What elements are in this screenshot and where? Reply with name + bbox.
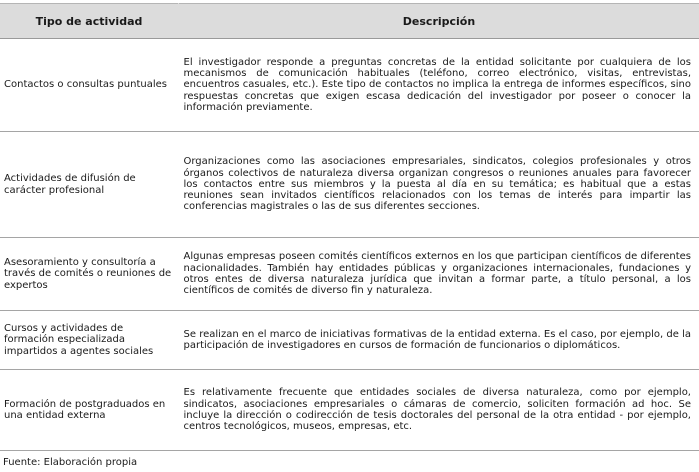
- cell-descripcion: Es relativamente frecuente que entidades sociales de diversa naturaleza, como por ejemplo, sindicatos, asociaciones empresariales o cámaras de comercio, soliciten formación ad hoc. Se incluye la dirección o codirección de tesis doctorales del personal de la otra entidad - por ejemplo, centros tecnológicos, museos, empresas, etc.: [179, 370, 699, 451]
- cell-descripcion: El investigador responde a preguntas concretas de la entidad solicitante por cualquiera de los mecanismos de comunicación habituales (teléfono, correo electrónico, visitas, entrevistas, encuentros casuales, etc.). Este tipo de contactos no implica la entrega de informes específicos, sino respuestas concretas que exigen escasa dedicación del investigador por poseer o conocer la información previamente.: [179, 39, 699, 132]
- cell-tipo: Formación de postgraduados en una entidad externa: [0, 370, 179, 451]
- table-header: [0, 4, 699, 39]
- cell-tipo: Actividades de difusión de carácter profesional: [0, 132, 179, 238]
- table-row: [0, 370, 699, 451]
- header-row: [0, 4, 699, 39]
- table-row: [0, 238, 699, 311]
- cell-descripcion: Se realizan en el marco de iniciativas formativas de la entidad externa. Es el caso, por ejemplo, de la participación de investigadores en cursos de formación de funcionarios o diplomáticos.: [179, 311, 699, 370]
- table-body: [0, 39, 699, 451]
- header-descripcion: Descripción: [179, 4, 699, 39]
- cell-descripcion: Organizaciones como las asociaciones empresariales, sindicatos, colegios profesionales y otros órganos colectivos de naturaleza diversa organizan congresos o reuniones anuales para favorecer los contactos entre sus miembros y la puesta al día en su temática; es habitual que a estas reuniones sean invitados científicos relacionados con los temas de interés para impartir las conferencias magistrales o las de sus diferentes secciones.: [179, 132, 699, 238]
- cell-tipo: Asesoramiento y consultoría a través de comités o reuniones de expertos: [0, 238, 179, 311]
- table-row: [0, 132, 699, 238]
- source-note: Fuente: Elaboración propia: [3, 457, 138, 468]
- activities-table: [0, 3, 699, 451]
- header-tipo: Tipo de actividad: [0, 4, 179, 39]
- cell-descripcion: Algunas empresas poseen comités científicos externos en los que participan científicos de diferentes nacionalidades. También hay entidades públicas y organizaciones internacionales, fundaciones y otros entes de diversa naturaleza jurídica que invitan a formar parte, a título personal, a los científicos de comités de diverso fin y naturaleza.: [179, 238, 699, 311]
- cell-tipo: Contactos o consultas puntuales: [0, 39, 179, 132]
- table-row: [0, 39, 699, 132]
- cell-tipo: Cursos y actividades de formación especializada impartidos a agentes sociales: [0, 311, 179, 370]
- table-row: [0, 311, 699, 370]
